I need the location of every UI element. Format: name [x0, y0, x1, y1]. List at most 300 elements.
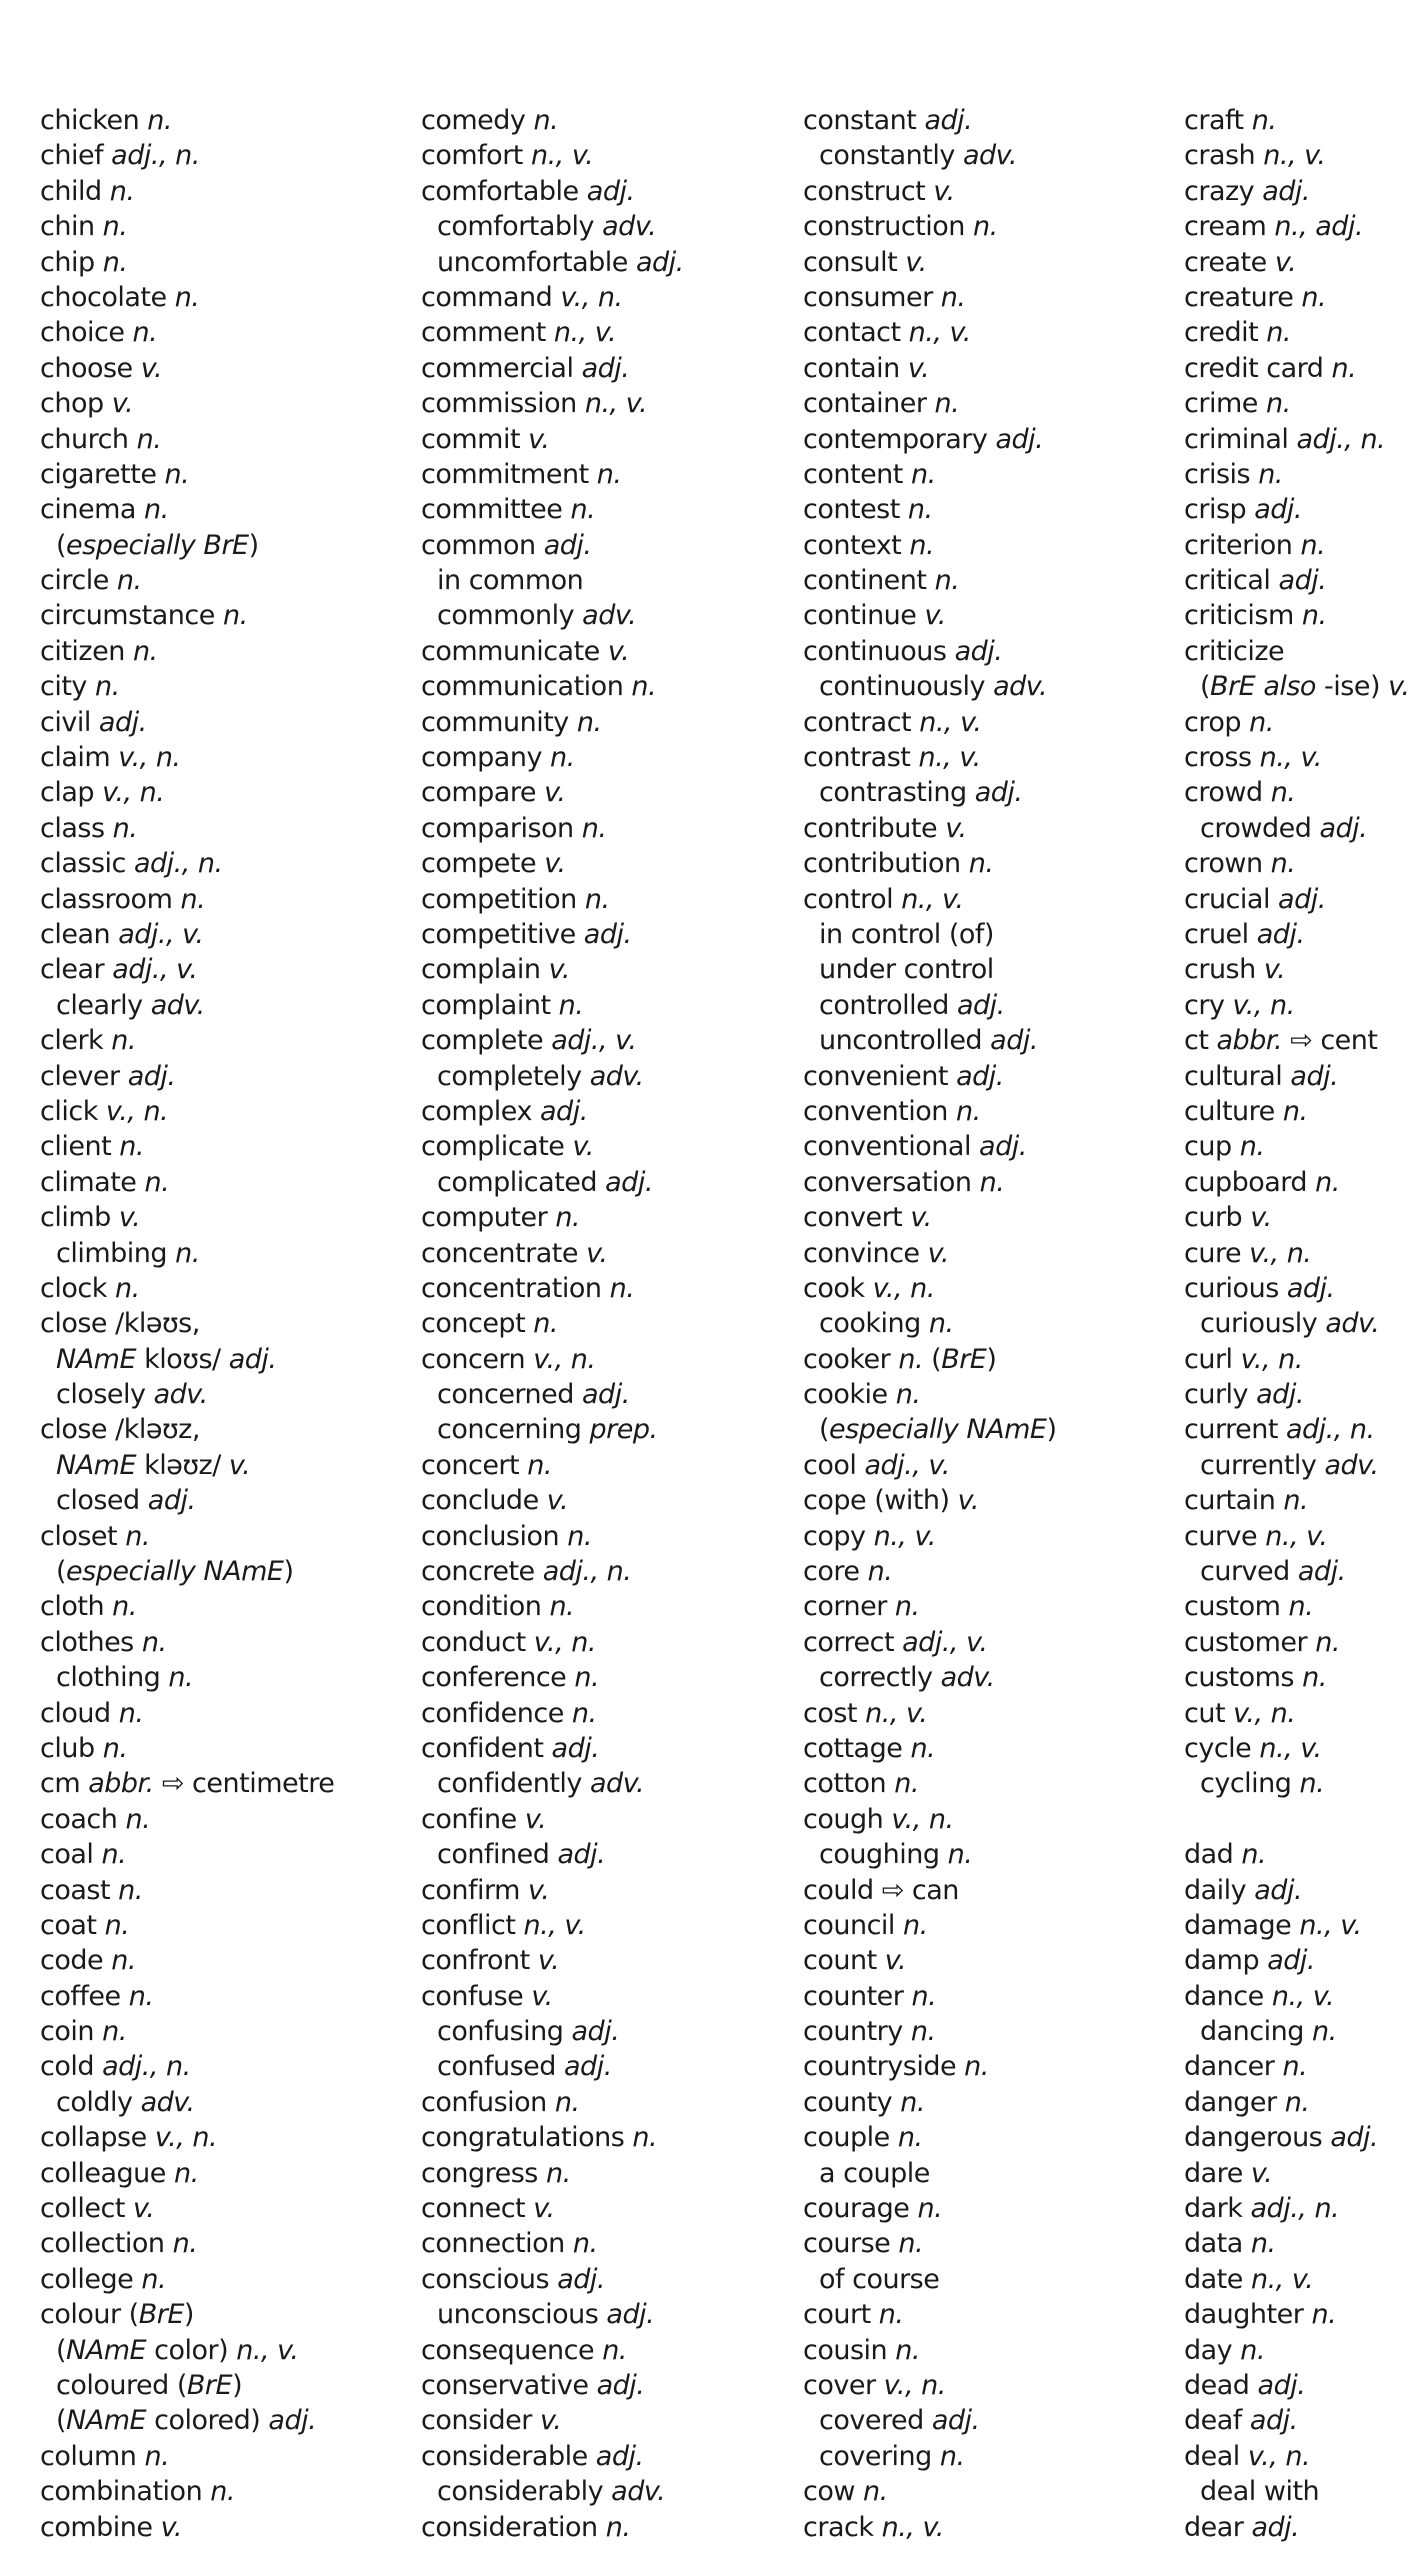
dictionary-entry — [1184, 882, 1422, 917]
usage-label: especially NAmE — [66, 1556, 284, 1588]
part-of-speech: n. — [956, 1095, 981, 1127]
part-of-speech: n. — [132, 635, 158, 667]
part-of-speech: n., v. — [1250, 2263, 1314, 2295]
dictionary-entry — [421, 1589, 751, 1624]
part-of-speech: n. — [605, 2511, 631, 2543]
headword: closed — [56, 1485, 140, 1517]
part-of-speech: adj. — [1254, 1874, 1303, 1906]
part-of-speech: n. — [894, 1768, 919, 1800]
part-of-speech: n. — [125, 1803, 151, 1835]
part-of-speech: v. — [140, 352, 163, 384]
part-of-speech: v. — [1274, 246, 1297, 278]
entry-text: ( — [56, 2405, 67, 2437]
part-of-speech: n. — [940, 281, 966, 313]
part-of-speech: n. — [571, 1697, 597, 1729]
part-of-speech: adj. — [1256, 918, 1305, 950]
headword: coin — [40, 2016, 94, 2048]
dictionary-entry — [40, 1165, 370, 1200]
headword: current — [1184, 1414, 1278, 1446]
part-of-speech: v. — [933, 175, 955, 207]
dictionary-entry — [1184, 2120, 1422, 2155]
dictionary-entry — [1184, 1696, 1422, 1731]
dictionary-entry — [421, 1660, 751, 1695]
headword: citizen — [40, 635, 125, 667]
dictionary-entry — [421, 1236, 751, 1271]
dictionary-entry — [803, 1483, 1133, 1518]
headword: corner — [803, 1591, 887, 1623]
dictionary-entry — [40, 457, 370, 492]
part-of-speech: n. — [533, 1308, 558, 1340]
headword: consideration — [421, 2511, 598, 2543]
headword: confirm — [421, 1874, 520, 1906]
word-column-2 — [421, 103, 751, 2545]
part-of-speech: adj. — [1297, 1556, 1346, 1588]
part-of-speech: n. — [136, 423, 162, 455]
part-of-speech: n. — [1282, 2051, 1308, 2083]
dictionary-entry — [803, 2049, 1133, 2084]
usage-label: especially NAmE — [829, 1414, 1047, 1446]
usage-label: BrE — [138, 2299, 184, 2331]
sub-entry — [40, 1342, 370, 1377]
part-of-speech: adj. — [1249, 2405, 1298, 2437]
headword: data — [1184, 2228, 1243, 2260]
headword: combination — [40, 2476, 203, 2508]
headword: confine — [421, 1803, 517, 1835]
part-of-speech: n. — [897, 2122, 923, 2154]
dictionary-entry — [40, 209, 370, 244]
part-of-speech: n. — [102, 246, 128, 278]
part-of-speech: n. — [898, 2228, 924, 2260]
dictionary-entry — [1184, 775, 1422, 810]
entry-text: criticize — [1184, 635, 1285, 667]
headword: crime — [1184, 388, 1258, 420]
dictionary-entry — [1184, 315, 1422, 350]
dictionary-entry — [421, 1873, 751, 1908]
headword: curved — [1200, 1556, 1290, 1588]
part-of-speech: v. — [537, 1945, 560, 1977]
headword: dare — [1184, 2157, 1243, 2189]
part-of-speech: n. — [1302, 1662, 1327, 1694]
dictionary-entry — [40, 1589, 370, 1624]
sub-entry — [803, 138, 1133, 173]
part-of-speech: adv. — [1325, 1308, 1380, 1340]
part-of-speech: n., adj. — [1274, 211, 1364, 243]
headword: unconscious — [437, 2299, 599, 2331]
headword: complain — [421, 954, 541, 986]
part-of-speech: n. — [895, 2334, 920, 2366]
headword: copy — [803, 1520, 866, 1552]
part-of-speech: n. — [910, 458, 936, 490]
dictionary-entry — [1184, 2333, 1422, 2368]
part-of-speech: adj. — [605, 1166, 653, 1198]
dictionary-entry — [1184, 1059, 1422, 1094]
part-of-speech: adj. — [582, 1379, 630, 1411]
sub-entry — [1184, 811, 1422, 846]
dictionary-entry — [803, 528, 1133, 563]
dictionary-entry — [1184, 1271, 1422, 1306]
headword: count — [803, 1945, 877, 1977]
headword: curious — [1184, 1272, 1279, 1304]
dictionary-entry — [803, 1943, 1133, 1978]
dictionary-entry — [1184, 1625, 1422, 1660]
usage-label: n., v. — [236, 2334, 299, 2366]
headword: competitive — [421, 918, 576, 950]
dictionary-entry — [1184, 2439, 1422, 2474]
headword: consider — [421, 2405, 532, 2437]
dictionary-entry — [40, 1979, 370, 2014]
dictionary-entry — [421, 1342, 751, 1377]
part-of-speech: adj. — [557, 2263, 605, 2295]
dictionary-entry — [421, 528, 751, 563]
dictionary-entry — [421, 1625, 751, 1660]
headword: commission — [421, 388, 577, 420]
dictionary-entry — [1184, 1908, 1422, 1943]
headword: constant — [803, 105, 917, 136]
headword: connect — [421, 2193, 526, 2225]
dictionary-entry — [40, 1908, 370, 1943]
part-of-speech: n. — [1315, 1166, 1340, 1198]
part-of-speech: n. — [555, 1202, 581, 1234]
headword: contribute — [803, 812, 938, 844]
headword: culture — [1184, 1095, 1275, 1127]
part-of-speech: v., n. — [872, 1272, 935, 1304]
headword: contain — [803, 352, 900, 384]
part-of-speech: v., n. — [1240, 1343, 1303, 1375]
part-of-speech: n. — [968, 848, 994, 880]
headword: coldly — [56, 2086, 133, 2118]
dictionary-entry — [40, 882, 370, 917]
dictionary-entry — [40, 245, 370, 280]
headword: dangerous — [1184, 2122, 1323, 2154]
part-of-speech: n. — [903, 1909, 928, 1941]
sub-entry — [421, 1837, 751, 1872]
dictionary-entry — [1184, 2191, 1422, 2226]
dictionary-entry — [803, 1979, 1133, 2014]
dictionary-entry — [1184, 457, 1422, 492]
dictionary-entry — [40, 1731, 370, 1766]
entry-text: ( — [819, 1414, 830, 1446]
sub-entry — [40, 2368, 370, 2403]
headword: climate — [40, 1166, 137, 1198]
headword: concept — [421, 1308, 526, 1340]
dictionary-entry — [40, 952, 370, 987]
part-of-speech: n. — [558, 989, 584, 1021]
headword: compare — [421, 777, 536, 809]
part-of-speech: adj. — [636, 246, 684, 278]
headword: cinema — [40, 494, 136, 526]
part-of-speech: v. — [540, 2405, 562, 2437]
sub-entry — [421, 209, 751, 244]
part-of-speech: v. — [528, 423, 550, 455]
part-of-speech: n., v. — [1271, 1980, 1335, 2012]
part-of-speech: n. — [102, 1732, 128, 1764]
headword: daily — [1184, 1874, 1247, 1906]
part-of-speech: n. — [934, 565, 960, 597]
headword: continuously — [819, 671, 985, 703]
dictionary-entry — [803, 2085, 1133, 2120]
headword: covered — [819, 2405, 924, 2437]
entry-text: ⇨ centimetre — [153, 1768, 335, 1800]
part-of-speech: adj. — [1256, 1379, 1304, 1411]
sub-entry — [1184, 1306, 1422, 1341]
usage-label: v. — [228, 1449, 251, 1481]
headword: dear — [1184, 2511, 1244, 2543]
headword: combine — [40, 2511, 153, 2543]
headword: climb — [40, 1202, 111, 1234]
headword: considerable — [421, 2440, 588, 2472]
dictionary-entry — [803, 315, 1133, 350]
dictionary-entry — [40, 563, 370, 598]
headword: collection — [40, 2228, 165, 2260]
dictionary-entry — [421, 952, 751, 987]
section-gap — [1184, 1802, 1422, 1837]
part-of-speech: n., v. — [1259, 1732, 1322, 1764]
headword: core — [803, 1556, 860, 1588]
dictionary-entry — [803, 492, 1133, 527]
part-of-speech: n. — [572, 2228, 598, 2260]
part-of-speech: n., v. — [865, 1697, 928, 1729]
headword: county — [803, 2086, 893, 2118]
headword: competition — [421, 883, 577, 915]
sub-entry — [40, 2333, 370, 2368]
dictionary-entry — [1184, 917, 1422, 952]
part-of-speech: n. — [947, 1839, 973, 1871]
dictionary-entry — [1184, 2156, 1422, 2191]
part-of-speech: n. — [112, 1591, 137, 1623]
part-of-speech: v., n. — [533, 1343, 596, 1375]
part-of-speech: n. — [168, 1662, 194, 1694]
part-of-speech: n., v. — [1299, 1909, 1362, 1941]
headword: choose — [40, 352, 133, 384]
dictionary-entry — [421, 1802, 751, 1837]
dictionary-entry — [803, 1342, 1133, 1377]
usage-label: BrE — [941, 1343, 987, 1375]
dictionary-entry — [40, 138, 370, 173]
headword: connection — [421, 2228, 565, 2260]
dictionary-entry — [40, 280, 370, 315]
headword: council — [803, 1909, 895, 1941]
usage-label: adj. — [268, 2405, 317, 2437]
dictionary-entry — [1184, 351, 1422, 386]
part-of-speech: adj., n. — [1250, 2193, 1340, 2225]
dictionary-entry — [803, 351, 1133, 386]
part-of-speech: n., v. — [919, 706, 982, 738]
dictionary-entry — [803, 174, 1133, 209]
headword: correctly — [819, 1662, 933, 1694]
dictionary-entry — [1184, 2297, 1422, 2332]
dictionary-entry — [421, 1519, 751, 1554]
headword: clear — [40, 954, 105, 986]
headword: cloud — [40, 1697, 111, 1729]
part-of-speech: n. — [584, 883, 610, 915]
part-of-speech: adj. — [1267, 1945, 1315, 1977]
headword: chief — [40, 140, 104, 172]
dictionary-entry — [40, 1802, 370, 1837]
entry-text: ct — [1184, 1025, 1217, 1057]
dictionary-entry — [803, 1589, 1133, 1624]
dictionary-entry — [1184, 2510, 1422, 2545]
dictionary-entry — [803, 422, 1133, 457]
dictionary-entry — [40, 1873, 370, 1908]
headword: cry — [1184, 989, 1225, 1021]
part-of-speech: n. — [144, 2440, 170, 2472]
headword: continue — [803, 600, 917, 632]
entry-text: colored) — [146, 2405, 269, 2437]
part-of-speech: n. — [111, 1025, 136, 1057]
part-of-speech: n. — [147, 105, 172, 136]
headword: company — [421, 742, 542, 774]
sub-entry — [421, 1766, 751, 1801]
headword: chocolate — [40, 281, 167, 313]
headword: cigarette — [40, 458, 157, 490]
entry-text: coloured ( — [56, 2370, 187, 2401]
part-of-speech: adj., n. — [111, 140, 200, 172]
part-of-speech: n., v. — [873, 1520, 936, 1552]
dictionary-entry — [1184, 103, 1422, 138]
sub-entry — [40, 528, 370, 563]
part-of-speech: v. — [544, 848, 566, 880]
part-of-speech: v. — [118, 1202, 141, 1234]
headword: crucial — [1184, 883, 1270, 915]
part-of-speech: n. — [144, 1166, 170, 1198]
part-of-speech: n. — [104, 1909, 130, 1941]
part-of-speech: n. — [1249, 706, 1274, 738]
part-of-speech: v. — [924, 600, 946, 632]
dictionary-entry — [40, 740, 370, 775]
part-of-speech: adj. — [571, 2016, 620, 2048]
part-of-speech: adv. — [582, 600, 637, 632]
part-of-speech: n. — [581, 812, 607, 844]
dictionary-entry — [40, 917, 370, 952]
dictionary-entry — [803, 1094, 1133, 1129]
headword: chip — [40, 246, 95, 278]
dictionary-entry — [1184, 1023, 1422, 1058]
dictionary-entry — [1184, 846, 1422, 881]
part-of-speech: n. — [95, 671, 120, 703]
dictionary-entry — [40, 1094, 370, 1129]
part-of-speech: n. — [1241, 1839, 1267, 1871]
headword: deaf — [1184, 2405, 1242, 2437]
headword: cotton — [803, 1768, 887, 1800]
dictionary-entry — [40, 669, 370, 704]
headword: college — [40, 2263, 134, 2295]
headword: continuous — [803, 635, 947, 667]
dictionary-entry — [40, 2156, 370, 2191]
sub-entry — [40, 1236, 370, 1271]
dictionary-entry — [40, 1023, 370, 1058]
dictionary-entry — [1184, 1943, 1422, 1978]
part-of-speech: adv. — [993, 671, 1048, 703]
sub-entry — [40, 988, 370, 1023]
dictionary-entry — [40, 1943, 370, 1978]
dictionary-entry — [421, 103, 751, 138]
dictionary-entry — [803, 1554, 1133, 1589]
part-of-speech: v. — [133, 2193, 155, 2225]
dictionary-entry — [803, 1200, 1133, 1235]
sub-entry — [421, 2014, 751, 2049]
part-of-speech: adj. — [98, 706, 147, 738]
entry-text: cm — [40, 1768, 89, 1800]
dictionary-entry — [803, 1165, 1133, 1200]
dictionary-entry — [1184, 705, 1422, 740]
part-of-speech: n. — [102, 2016, 127, 2048]
dictionary-entry — [40, 2262, 370, 2297]
headword: command — [421, 281, 553, 313]
dictionary-entry — [421, 457, 751, 492]
dictionary-entry — [1184, 2262, 1422, 2297]
headword: chicken — [40, 105, 140, 136]
dictionary-entry — [803, 882, 1133, 917]
part-of-speech: adj. — [596, 2370, 645, 2401]
headword: cold — [40, 2051, 95, 2083]
part-of-speech: n. — [141, 1626, 167, 1658]
part-of-speech: n. — [1300, 529, 1326, 561]
headword: coach — [40, 1803, 118, 1835]
headword: counter — [803, 1980, 904, 2012]
headword: concentrate — [421, 1237, 578, 1269]
dictionary-entry — [1184, 174, 1422, 209]
headword: courage — [803, 2193, 910, 2225]
headword: comfort — [421, 140, 523, 172]
sub-entry — [40, 1554, 370, 1589]
sub-entry — [803, 2262, 1133, 2297]
part-of-speech: adj., n. — [102, 2051, 191, 2083]
usage-label: BrE also — [1210, 671, 1316, 703]
headword: deal — [1184, 2440, 1240, 2472]
part-of-speech: n. — [118, 1697, 144, 1729]
headword: clock — [40, 1272, 107, 1304]
headword: coat — [40, 1909, 97, 1941]
dictionary-entry — [1184, 492, 1422, 527]
dictionary-entry — [1184, 138, 1422, 173]
entry-text: kloʊs/ — [136, 1343, 229, 1375]
part-of-speech: n. — [222, 600, 248, 632]
sub-entry — [803, 2403, 1133, 2438]
headword: conference — [421, 1662, 567, 1694]
part-of-speech: v., n. — [1233, 1697, 1296, 1729]
dictionary-entry — [421, 775, 751, 810]
headword: country — [803, 2016, 903, 2048]
part-of-speech: v., n. — [118, 742, 181, 774]
entry-text: close /kləʊs, — [40, 1308, 200, 1340]
headword: complicate — [421, 1131, 565, 1163]
headword: cope (with) — [803, 1485, 950, 1517]
dictionary-entry — [1184, 1589, 1422, 1624]
dictionary-entry — [421, 1554, 751, 1589]
headword: coal — [40, 1839, 94, 1871]
headword: confusion — [421, 2086, 547, 2118]
sub-entry — [803, 1412, 1133, 1447]
entry-text: ( — [56, 2334, 67, 2366]
entry-text: ) — [283, 1556, 294, 1588]
dictionary-entry — [40, 103, 370, 138]
headword: curve — [1184, 1520, 1258, 1552]
usage-label: NAmE — [66, 2334, 147, 2366]
sub-entry — [421, 1059, 751, 1094]
headword: dancer — [1184, 2051, 1275, 2083]
headword: cottage — [803, 1732, 903, 1764]
headword: cow — [803, 2476, 855, 2508]
entry-text: colour ( — [40, 2299, 139, 2331]
part-of-speech: n. — [1251, 105, 1277, 136]
dictionary-entry — [803, 280, 1133, 315]
dictionary-entry — [421, 846, 751, 881]
dictionary-entry — [1184, 386, 1422, 421]
part-of-speech: n. — [545, 2157, 571, 2189]
headword: clever — [40, 1060, 120, 1092]
part-of-speech: adj., n. — [133, 848, 223, 880]
part-of-speech: n. — [928, 1308, 954, 1340]
